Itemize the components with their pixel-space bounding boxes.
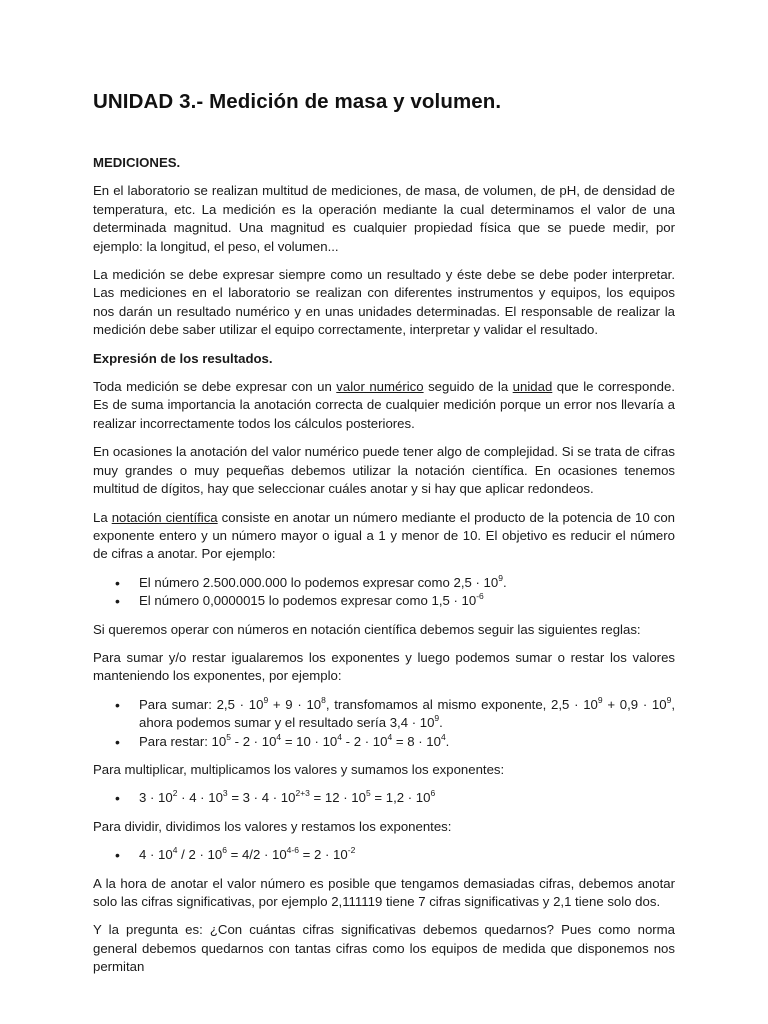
- paragraph-multiply: Para multiplicar, multiplicamos los valores y sumamos los exponentes:: [93, 761, 505, 777]
- list-item: • $4 \cdot 10^4 / 2 \cdot 10^6 = 4/2 \cdot 10^{4-6} = 2 \cdot 10^{-2}$: [93, 846, 675, 864]
- paragraph-question: Y la pregunta es: ¿Con cuántas cifras significativas debemos quedarnos? Pues como norma general debemos quedarnos con tantas cifras como los equipos de medida que disponemos nos permitan: [93, 922, 675, 975]
- underlined-term: valor numérico: [336, 379, 424, 395]
- paragraph-intro: En el laboratorio se realizan multitud de mediciones, de masa, de volumen, de pH, de densidad de temperatura, etc. La medición es la operación mediante la cual determinamos el valor de una determinada magnitud. Una magnitud es cualquier propiedad física que se puede medir, por ejemplo: la longitud, el peso, el volumen...: [93, 183, 675, 254]
- paragraph-significant-figures: A la hora de anotar el valor número es posible que tengamos demasiadas cifras, debemos anotar solo las cifras significativas, por ejemplo 2,111119 tiene 7 cifras significativas y 2,1 tiene solo dos.: [93, 875, 675, 909]
- examples-list: [93, 574, 675, 611]
- document-body: [93, 88, 675, 987]
- paragraph-rules-intro: Si queremos operar con números en notación científica debemos seguir las siguientes reglas:: [93, 621, 641, 637]
- paragraph-add-subtract: Para sumar y/o restar igualaremos los exponentes y luego podemos sumar o restar los valores manteniendo los exponentes, por ejemplo:: [93, 649, 675, 684]
- underlined-term: unidad: [512, 379, 553, 395]
- multiply-list: [93, 789, 675, 807]
- section-heading: MEDICIONES.: [93, 155, 181, 170]
- list-item: • El número 0,0000015 lo podemos expresar como $1,5 \cdot 10^{-6}$: [93, 592, 675, 610]
- paragraph-measurement-result: La medición se debe expresar siempre como un resultado y éste debe se debe poder interpretar. Las mediciones en el laboratorio se realizan con diferentes instrumentos y equipos, los equipos nos darán un resultado numérico y en unas unidades determinadas. El responsable de realizar la medición debe saber utilizar el equipo correctamente, interpretar y validar el resultado.: [93, 267, 675, 338]
- paragraph-scientific-notation: La notación científica consiste en anotar un número mediante el producto de la potencia de 10 con exponente entero y un número mayor o igual a 1 y menor de 10. El objetivo es reducir el número de cifras a anotar. Por ejemplo:: [93, 509, 675, 562]
- add-subtract-list: [93, 696, 675, 751]
- subheading-results: Expresión de los resultados.: [93, 350, 273, 366]
- paragraph-complexity: En ocasiones la anotación del valor numérico puede tener algo de complejidad. Si se trata de cifras muy grandes o muy pequeñas debemos utilizar la notación científica. En ocasiones tenemos multitud de dígitos, hay que seleccionar cuáles anotar y si hay que aplicar redondeos.: [93, 444, 675, 497]
- divide-list: [93, 846, 675, 864]
- page-title: UNIDAD 3.- Medición de masa y volumen.: [93, 90, 502, 113]
- list-item: • Para restar: $10^5 - 2 \cdot 10^4 = 10 \cdot 10^4 - 2 \cdot 10^4 = 8 \cdot 10^4$.: [93, 733, 675, 751]
- list-item: • $3 \cdot 10^2 \cdot 4 \cdot 10^3 = 3 \cdot 4 \cdot 10^{2+3} = 12 \cdot 10^5 = 1,2 \cdot 10^6$: [93, 789, 675, 807]
- list-item: • El número 2.500.000.000 lo podemos expresar como $2,5 \cdot 10^9$.: [93, 574, 675, 592]
- paragraph-divide: Para dividir, dividimos los valores y restamos los exponentes:: [93, 818, 452, 834]
- paragraph-numeric-value: Toda medición se debe expresar con un valor numérico seguido de la unidad que le corresponde. Es de suma importancia la anotación correcta de cualquier medición porque un error nos llevaría a realizar incorrectamente todos los cálculos posteriores.: [93, 379, 675, 431]
- underlined-term: notación científica: [111, 509, 218, 525]
- list-item: • Para sumar: $2,5 \cdot 10^9 + 9 \cdot 10^8$, transfomamos al mismo exponente, $2,5 \cdot 10^9 + 0,9 \cdot 10^9$, ahora podemos sumar y el resultado sería $3,4 \cdot 10^9$.: [93, 696, 675, 733]
